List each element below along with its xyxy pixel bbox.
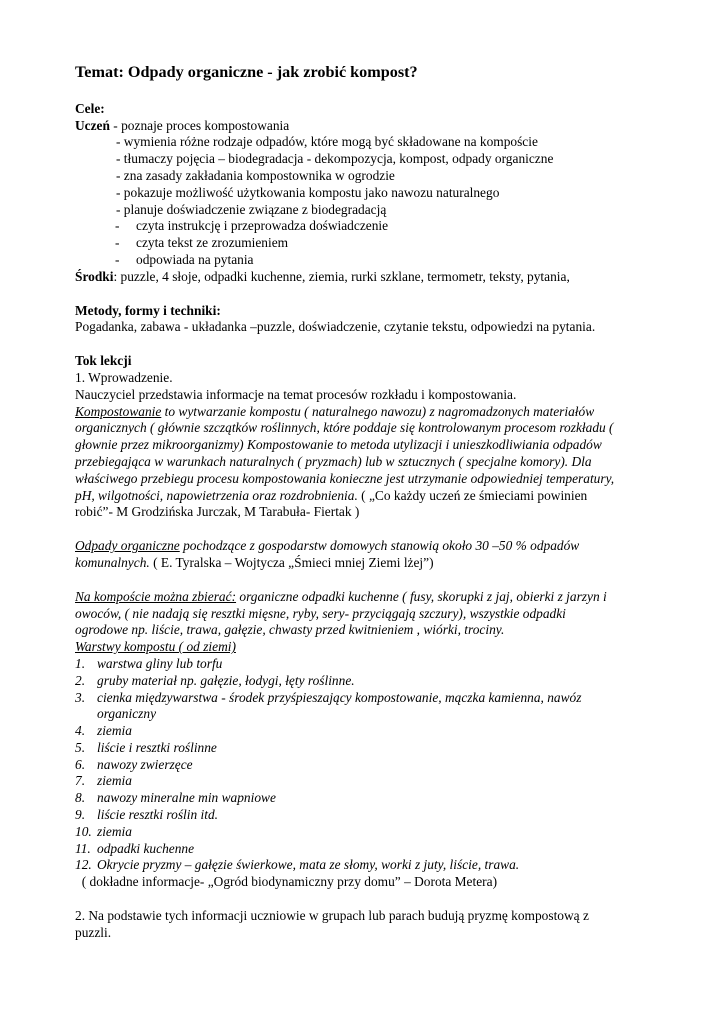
- cele-first-text: - poznaje proces kompostowania: [109, 117, 290, 133]
- odpady-text: pochodzące z gospodarstw domowych stanowią około 30 –50 % odpadów: [179, 538, 580, 554]
- kompostowanie-line: organicznych ( głównie szczątków roślinnych, które poddaje się kontrolowanym procesom rozkładu (: [75, 420, 614, 436]
- zbierac-term: Na kompoście można zbierać:: [75, 588, 237, 604]
- odpady-term: Odpady organiczne: [75, 538, 180, 554]
- step-2-line: 2. Na podstawie tych informacji uczniowie w grupach lub parach budują pryzmę kompostową z: [75, 908, 589, 924]
- page-title: Temat: Odpady organiczne - jak zrobić kompost?: [75, 63, 418, 81]
- warstwy-heading: Warstwy kompostu ( od ziemi): [75, 639, 236, 655]
- list-item: 8. nawozy mineralne min wapniowe: [75, 790, 276, 806]
- cele-item: - planuje doświadczenie związane z biodegradacją: [116, 201, 387, 217]
- kompostowanie-line: [75, 488, 675, 505]
- odpady-cite: ( E. Tyralska – Wojtycza „Śmieci mniej Ziemi lżej”): [149, 554, 434, 570]
- cele-dash-item: - czyta tekst ze zrozumieniem: [115, 235, 289, 251]
- kompostowanie-text: to wytwarzanie kompostu ( naturalnego nawozu) z nagromadzonych materiałów: [161, 403, 595, 419]
- kompostowanie-cite: ( „Co każdy uczeń ze śmieciami powinien: [357, 487, 588, 503]
- odpady-text: komunalnych.: [75, 554, 150, 570]
- kompostowanie-line: [75, 404, 675, 421]
- list-item: 3. cienka międzywarstwa - środek przyśpieszający kompostowanie, mączka kamienna, nawóz organiczny: [75, 689, 582, 722]
- cele-dash-text: czyta tekst ze zrozumieniem: [136, 235, 289, 251]
- cele-item: - tłumaczy pojęcia – biodegradacja - dekompozycja, kompost, odpady organiczne: [116, 151, 554, 167]
- odpady-line: [75, 555, 675, 572]
- cele-item: - pokazuje możliwość użytkowania kompostu jako nawozu naturalnego: [116, 184, 500, 200]
- cele-heading: Cele:: [75, 100, 105, 116]
- srodki-label: Środki: [75, 268, 114, 284]
- tok-heading: Tok lekcji: [75, 353, 132, 369]
- cele-dash-text: odpowiada na pytania: [136, 251, 254, 267]
- list-item: 6. nawozy zwierzęce: [75, 756, 193, 772]
- list-item: 4. ziemia: [75, 723, 132, 739]
- list-item: 11. odpadki kuchenne: [75, 840, 195, 856]
- cele-item: - wymienia różne rodzaje odpadów, które mogą być składowane na kompoście: [116, 134, 538, 150]
- list-item: 12. Okrycie pryzmy – gałęzie świerkowe, mata ze słomy, worki z juty, liście, trawa.: [75, 857, 520, 873]
- cele-dash-text: czyta instrukcję i przeprowadza doświadczenie: [136, 218, 389, 234]
- kompostowanie-cite-line: robić”- M Grodzińska Jurczak, M Tarabuła- Fiertak ): [75, 504, 360, 520]
- srodki-text: : puzzle, 4 słoje, odpadki kuchenne, ziemia, rurki szklane, termometr, teksty, pytania,: [113, 268, 570, 284]
- intro-text: Nauczyciel przedstawia informacje na temat procesów rozkładu i kompostowania.: [75, 386, 517, 402]
- srodki-line: [75, 269, 675, 286]
- metody-heading: Metody, formy i techniki:: [75, 302, 221, 318]
- list-item: 1. warstwa gliny lub torfu: [75, 655, 223, 671]
- list-item: 7. ziemia: [75, 773, 132, 789]
- zbierac-text: organiczne odpadki kuchenne ( fusy, skorupki z jaj, obierki z jarzyn i: [236, 588, 607, 604]
- zbierac-line: ogrodowe np. liście, trawa, gałęzie, chwasty przed kwitnieniem , wiórki, trociny.: [75, 622, 505, 638]
- uczen-label: Uczeń: [75, 117, 110, 133]
- step-1: 1. Wprowadzenie.: [75, 369, 173, 385]
- kompostowanie-term: Kompostowanie: [75, 403, 162, 419]
- cele-item: - zna zasady zakładania kompostownika w ogrodzie: [116, 167, 395, 183]
- list-item: 10. ziemia: [75, 823, 132, 839]
- warstwy-source: ( dokładne informacje- „Ogród biodynamiczny przy domu” – Dorota Metera): [75, 874, 498, 890]
- zbierac-line: owoców, ( nie nadają się resztki mięsne, ryby, sery- przyciągają szczury), wszystkie odpadki: [75, 605, 566, 621]
- list-item: 2. gruby materiał np. gałęzie, łodygi, łęty roślinne.: [75, 672, 355, 688]
- cele-dash-item: - odpowiada na pytania: [115, 251, 254, 267]
- odpady-line: [75, 538, 675, 555]
- list-item: 5. liście i resztki roślinne: [75, 739, 217, 755]
- cele-first-line: [75, 118, 675, 135]
- kompostowanie-line: właściwego przebiegu procesu kompostowania konieczne jest utrzymanie odpowiedniej temperatury,: [75, 470, 615, 486]
- kompostowanie-line: przebiegająca w warunkach naturalnych ( pryzmach) lub w sztucznych ( specjalne komory). Dla: [75, 453, 592, 469]
- warstwy-list: [75, 656, 675, 874]
- kompostowanie-line: głownie przez mikroorganizmy) Kompostowanie to metoda utylizacji i unieszkodliwiania odpadów: [75, 437, 602, 453]
- kompostowanie-last-italic: pH, wilgotności, napowietrzenia oraz rozdrobnienia.: [75, 487, 358, 503]
- step-2-line: puzzli.: [75, 924, 112, 940]
- zbierac-line: [75, 589, 675, 606]
- list-item: 9. liście resztki roślin itd.: [75, 807, 219, 823]
- metody-text: Pogadanka, zabawa - układanka –puzzle, doświadczenie, czytanie tekstu, odpowiedzi na pytania.: [75, 319, 596, 335]
- document-content: [75, 64, 675, 942]
- cele-dash-item: - czyta instrukcję i przeprowadza doświadczenie: [115, 218, 389, 234]
